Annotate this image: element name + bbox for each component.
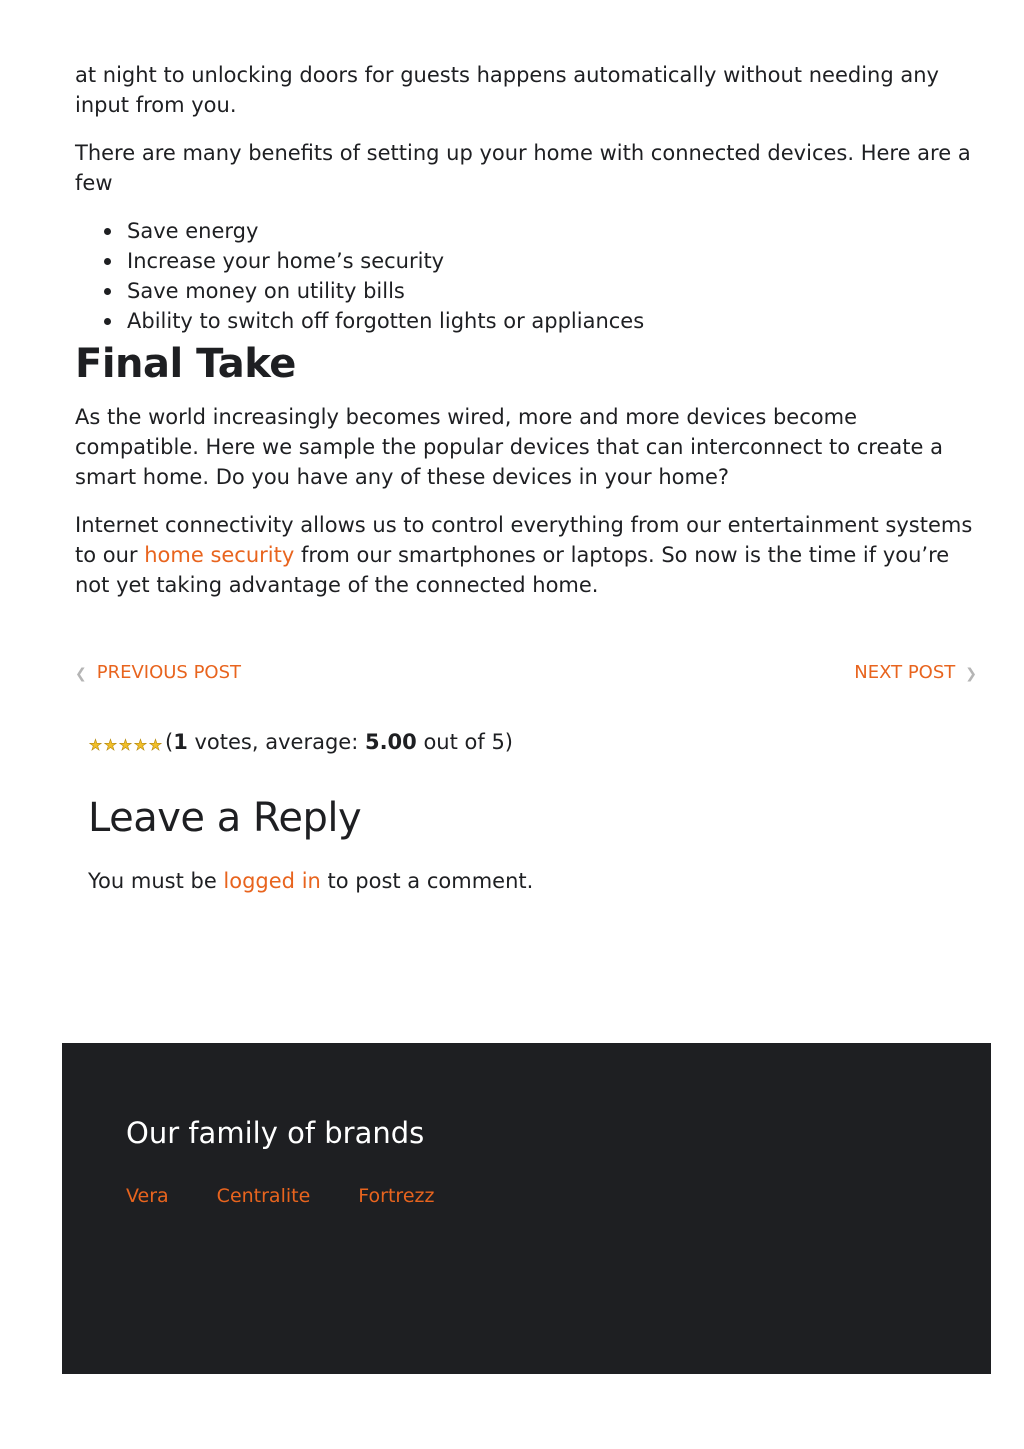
intro-paragraph: at night to unlocking doors for guests happens automatically without needing any input from you.	[75, 63, 939, 117]
benefits-list	[75, 216, 975, 336]
rating-out-of: out of 5)	[416, 730, 513, 754]
brands-list	[126, 1183, 482, 1209]
login-notice	[88, 866, 968, 896]
login-notice-before: You must be	[88, 869, 224, 893]
leave-reply-heading: Leave a Reply	[88, 795, 362, 841]
post-rating	[88, 728, 513, 759]
brands-heading: Our family of brands	[126, 1116, 425, 1150]
final-take-heading: Final Take	[75, 341, 296, 387]
rating-stars[interactable]	[88, 729, 163, 759]
previous-post-label: PREVIOUS POST	[96, 662, 242, 683]
brand-link-fortrezz[interactable]: Fortrezz	[358, 1185, 435, 1207]
rating-open-paren: (	[165, 730, 174, 754]
comments-section	[88, 792, 968, 896]
list-item: Increase your home’s security	[127, 246, 975, 276]
closing-text-after: from our smartphones or laptops. So now is the time if you’re not yet taking advantage of the connected home.	[75, 543, 950, 597]
closing-paragraph	[75, 510, 975, 600]
star-icon[interactable]: ★	[88, 736, 103, 754]
article-body	[75, 60, 975, 600]
rating-average: 5.00	[364, 730, 417, 754]
home-security-link[interactable]: home security	[144, 543, 295, 567]
chevron-right-icon: ❯	[965, 666, 977, 682]
benefits-intro: There are many benefits of setting up your home with connected devices. Here are a few	[75, 141, 971, 195]
rating-votes: 1	[173, 730, 188, 754]
star-icon[interactable]: ★	[133, 736, 148, 754]
list-item: Ability to switch off forgotten lights or appliances	[127, 306, 975, 336]
star-icon[interactable]: ★	[148, 736, 163, 754]
chevron-left-icon: ❮	[75, 666, 87, 682]
login-link[interactable]: logged in	[223, 869, 321, 893]
star-icon[interactable]: ★	[103, 736, 118, 754]
brand-link-vera[interactable]: Vera	[126, 1185, 169, 1207]
next-post-label: NEXT POST	[854, 662, 956, 683]
site-footer	[62, 1043, 991, 1374]
next-post-link[interactable]	[854, 660, 977, 687]
login-notice-after: to post a comment.	[320, 869, 534, 893]
list-item: Save money on utility bills	[127, 276, 975, 306]
post-navigation	[75, 660, 977, 686]
star-icon[interactable]: ★	[118, 736, 133, 754]
rating-votes-suffix: votes, average:	[187, 730, 365, 754]
previous-post-link[interactable]	[75, 660, 241, 687]
brand-link-centralite[interactable]: Centralite	[216, 1185, 311, 1207]
closing-text-before: Internet connectivity allows us to control everything from our entertainment systems to our	[75, 513, 973, 567]
list-item: Save energy	[127, 216, 975, 246]
final-take-paragraph: As the world increasingly becomes wired, more and more devices become compatible. Here we sample the popular devices that can interconnect to create a smart home. Do you have any of these devices in your home?	[75, 405, 943, 489]
